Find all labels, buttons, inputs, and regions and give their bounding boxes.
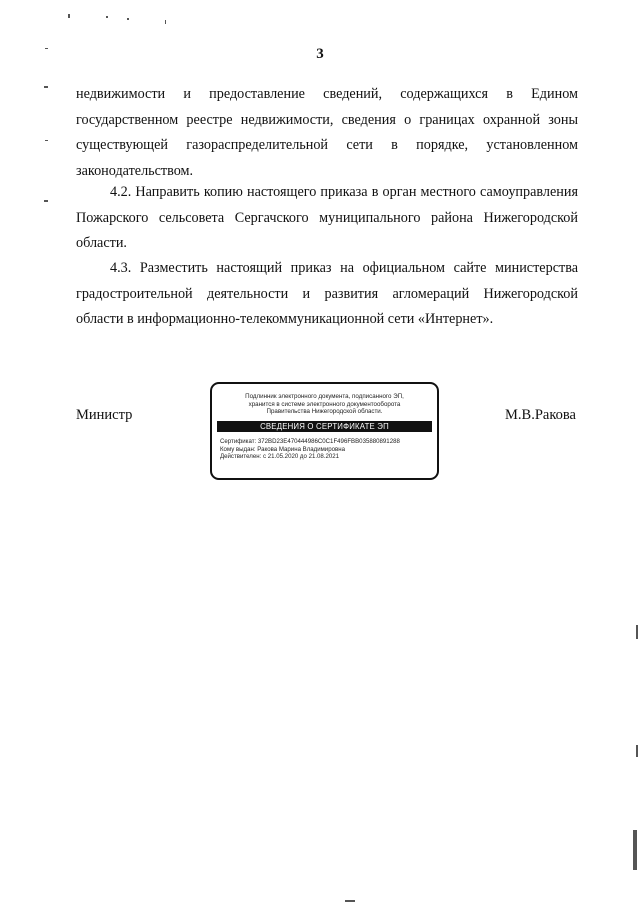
text-line: существующей газораспределительной сети в порядке, установленном <box>76 137 578 153</box>
certificate-number: Сертификат: 372BD23E470444986C0C1F496FBB035880891288 <box>220 437 400 445</box>
text-line: Пожарского сельсовета Сергачского муниципального района Нижегородской <box>76 209 578 226</box>
page-number: 3 <box>316 46 324 62</box>
scan-speck <box>633 830 637 870</box>
electronic-signature-stamp <box>210 382 439 480</box>
text-line: недвижимости и предоставление сведений, содержащихся в Едином <box>76 86 578 102</box>
text-line: 4.3. Разместить настоящий приказ на официальном сайте министерства <box>110 260 578 276</box>
text-line: области. <box>76 235 127 251</box>
certificate-owner: Кому выдан: Ракова Марина Владимировна <box>220 445 345 453</box>
scan-speck <box>68 14 70 18</box>
scan-speck <box>44 86 48 88</box>
stamp-info-line: хранится в системе электронного документооборота <box>248 400 401 408</box>
paragraph-4-3 <box>76 256 578 333</box>
stamp-details <box>220 438 437 461</box>
text-line: 4.2. Направить копию настоящего приказа в орган местного самоуправления <box>110 184 578 200</box>
text-line: законодательством. <box>76 162 194 179</box>
signer-title: Министр <box>76 407 133 423</box>
stamp-info-line: Правительства Нижегородской области. <box>266 408 383 416</box>
scan-speck <box>636 745 638 757</box>
stamp-info-line: Подлинник электронного документа, подписанного ЭП, <box>245 393 404 400</box>
scan-speck <box>44 200 48 202</box>
scan-speck <box>106 16 108 18</box>
text-line: области в информационно-телекоммуникационной сети «Интернет». <box>76 311 494 327</box>
paragraph-4-2 <box>76 180 578 257</box>
paragraph-continuation <box>76 82 578 184</box>
scan-speck <box>127 18 129 20</box>
scan-speck <box>636 625 638 639</box>
text-line: государственном реестре недвижимости, сведения о границах охранной зоны <box>76 111 578 128</box>
stamp-header: СВЕДЕНИЯ О СЕРТИФИКАТЕ ЭП <box>217 421 432 432</box>
scan-speck <box>345 900 355 902</box>
scan-speck <box>165 20 166 24</box>
signer-name: М.В.Ракова <box>505 407 576 423</box>
stamp-info <box>212 393 437 416</box>
certificate-validity: Действителен: с 21.05.2020 до 21.08.2021 <box>220 453 340 461</box>
text-line: градостроительной деятельности и развития агломераций Нижегородской <box>76 285 578 302</box>
scan-speck <box>45 140 48 141</box>
